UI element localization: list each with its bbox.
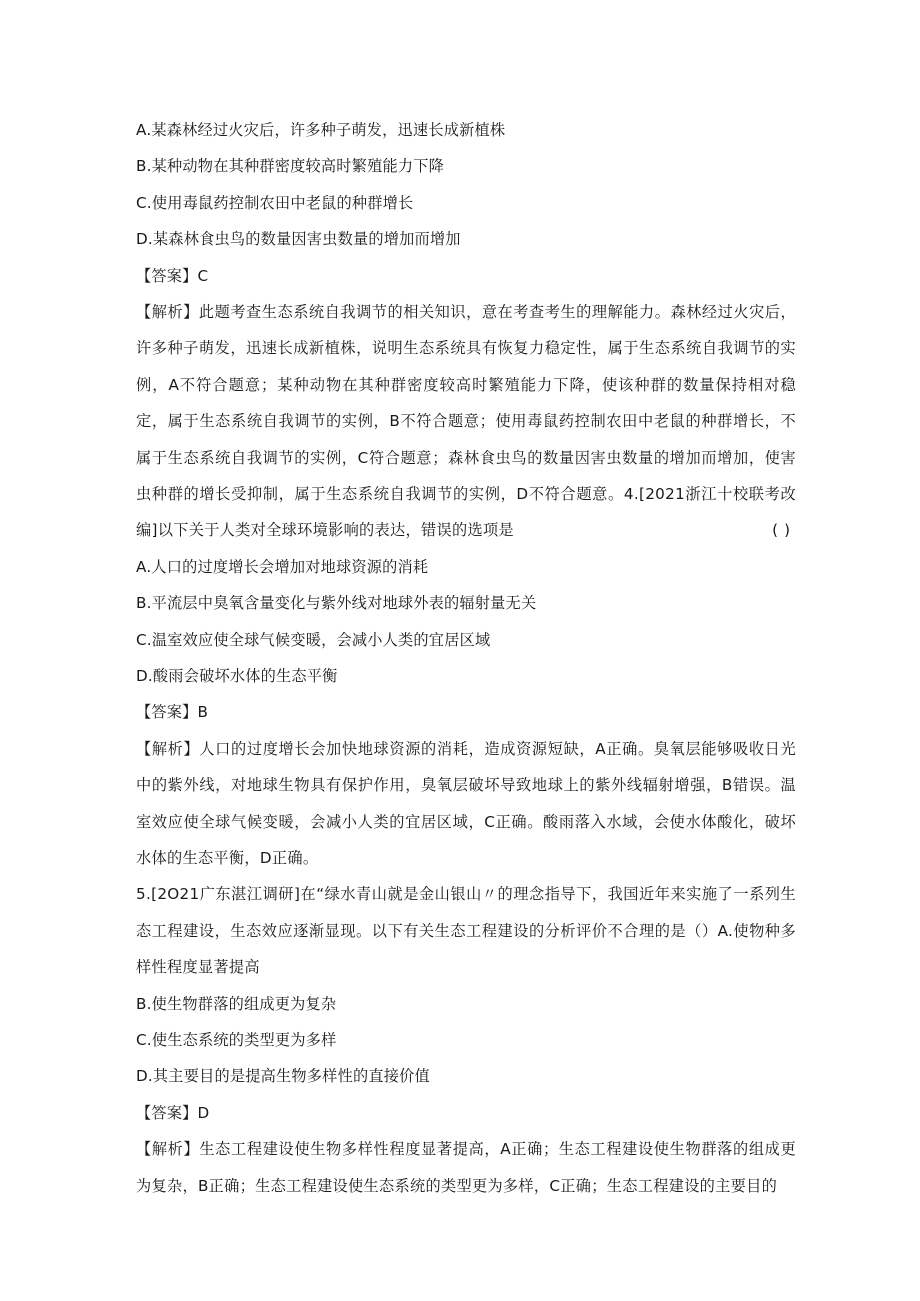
document-page — [136, 112, 796, 1204]
q5-answer: 【答案】D — [136, 1103, 210, 1122]
q4-option-b: B.平流层中臭氧含量变化与紫外线对地球外表的辐射量无关 — [136, 594, 537, 613]
q4-option-a: A.人口的过度增长会增加对地球资源的消耗 — [136, 557, 429, 576]
q3-analysis-text: 【解析】此题考查生态系统自我调节的相关知识，意在考查考生的理解能力。森林经过火灾后，许多种子萌发，迅速长成新植株，说明生态系统具有恢复力稳定性，属于生态系统自我调节的实例，A不符合题意；某种动物在其种群密度较高时繁殖能力下降，使该种群的数量保持相对稳定，属于生态系统自我调节的实例，B不符合题意；使用毒鼠药控制农田中老鼠的种群增长，不属于生态系统自我调节的实例，C符合题意；森林食虫鸟的数量因害虫数量的增加而增加，使害虫种群的增长受抑制，属于生态系统自我调节的实例，D不符合题意。4.[2021浙江十校联考改编]以下关于人类对全球环境影响的表达，错误的选项是 — [136, 302, 796, 540]
q5-option-b: B.使生物群落的组成更为复杂 — [136, 994, 337, 1013]
q5-option-c: C.使生态系统的类型更为多样 — [136, 1030, 337, 1049]
q4-answer: 【答案】B — [136, 703, 209, 722]
q3-option-b: B.某种动物在其种群密度较高时繁殖能力下降 — [136, 157, 445, 176]
q3-analysis — [136, 294, 796, 549]
q4-analysis: 【解析】人口的过度增长会加快地球资源的消耗，造成资源短缺，A正确。臭氧层能够吸收日光中的紫外线，对地球生物具有保护作用，臭氧层破坏导致地球上的紫外线辐射增强，B错误。温室效应使全球气候变暖，会减小人类的宜居区域，C正确。酸雨落入水域，会使水体酸化，破坏水体的生态平衡，D正确。 — [136, 739, 796, 867]
q4-answer-bracket: () — [772, 521, 796, 540]
q5-option-d: D.其主要目的是提高生物多样性的直接价值 — [136, 1067, 430, 1086]
q5-analysis: 【解析】生态工程建设使生物多样性程度显著提高，A正确；生态工程建设使生物群落的组成更为复杂，B正确；生态工程建设使生态系统的类型更为多样，C正确；生态工程建设的主要目的 — [136, 1140, 796, 1195]
q3-option-c: C.使用毒鼠药控制农田中老鼠的种群增长 — [136, 193, 414, 212]
q4-option-c: C.温室效应使全球气候变暖，会减小人类的宜居区域 — [136, 630, 491, 649]
q4-option-d: D.酸雨会破坏水体的生态平衡 — [136, 666, 338, 685]
q3-option-a: A.某森林经过火灾后，许多种子萌发，迅速长成新植株 — [136, 121, 506, 139]
q5-stem: 5.[2O21广东湛江调研]在“绿水青山就是金山银山〃的理念指导下，我国近年来实施了一系列生态工程建设，生态效应逐渐显现。以下有关生态工程建设的分析评价不合理的是（）A.使物种多样性程度显著提高 — [136, 885, 796, 977]
q3-option-d: D.某森林食虫鸟的数量因害虫数量的增加而增加 — [136, 230, 461, 249]
q3-answer: 【答案】C — [136, 266, 209, 285]
